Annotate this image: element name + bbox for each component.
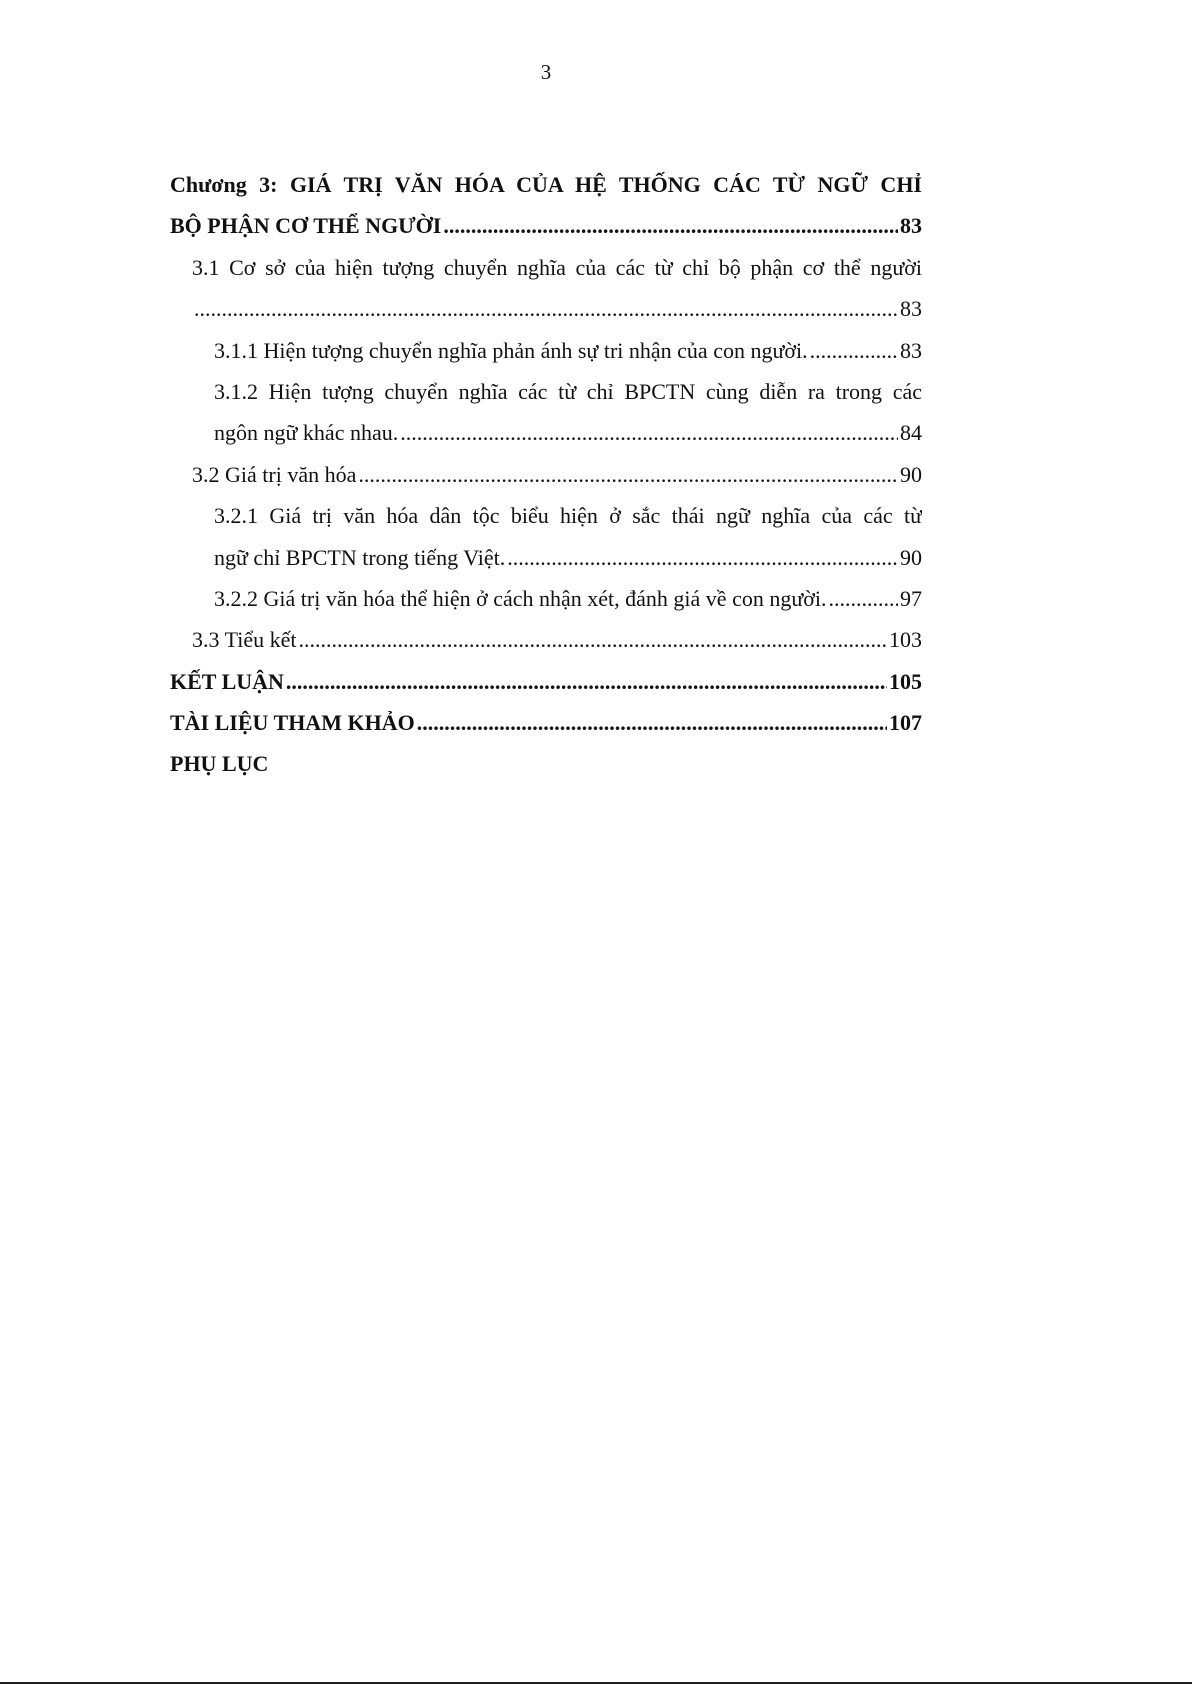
dot-leader — [194, 288, 898, 329]
dot-leader — [400, 412, 898, 453]
toc-section-3-1-2-line1[interactable] — [170, 371, 922, 412]
toc-chapter3-line1[interactable] — [170, 164, 922, 205]
toc-references[interactable] — [170, 702, 922, 743]
toc-appendix-title: PHỤ LỤC — [170, 751, 269, 777]
toc-section-3-1-2-title-part2: ngôn ngữ khác nhau. — [214, 420, 399, 446]
dot-leader — [358, 454, 898, 495]
toc-section-3-2-1-line1[interactable] — [170, 495, 922, 536]
toc-section-3-2-1-title-part2: ngữ chỉ BPCTN trong tiếng Việt. — [214, 544, 506, 570]
toc-conclusion[interactable] — [170, 661, 922, 702]
toc-references-page: 107 — [889, 710, 922, 736]
bottom-border-line — [0, 1682, 1192, 1684]
toc-section-3-2-page: 90 — [900, 461, 922, 487]
toc-section-3-1-line2[interactable] — [170, 288, 922, 329]
toc-section-3-2-2-page: 97 — [900, 585, 922, 611]
toc-conclusion-title: KẾT LUẬN — [170, 668, 284, 694]
toc-section-3-1-title: 3.1 Cơ sở của hiện tượng chuyển nghĩa của các từ chỉ bộ phận cơ thể người — [192, 254, 922, 280]
toc-section-3-2-2-title: 3.2.2 Giá trị văn hóa thể hiện ở cách nhận xét, đánh giá về con người. — [214, 585, 827, 611]
toc-section-3-2-2[interactable] — [170, 578, 922, 619]
toc-section-3-2-1-line2[interactable] — [170, 537, 922, 578]
toc-section-3-1-1[interactable] — [170, 330, 922, 371]
dot-leader — [507, 537, 898, 578]
toc-chapter3-title-part1: Chương 3: GIÁ TRỊ VĂN HÓA CỦA HỆ THỐNG CÁC TỪ NGỮ CHỈ — [170, 172, 922, 197]
toc-section-3-1-1-page: 83 — [900, 337, 922, 363]
page-number: 3 — [540, 60, 552, 84]
toc-chapter3-line2[interactable] — [170, 205, 922, 246]
toc-chapter3-page: 83 — [900, 213, 922, 239]
dot-leader — [299, 619, 887, 660]
toc-section-3-1-line1[interactable] — [170, 247, 922, 288]
toc-section-3-1-2-page: 84 — [900, 420, 922, 446]
toc-section-3-2-title: 3.2 Giá trị văn hóa — [192, 461, 357, 487]
toc-section-3-1-page: 83 — [900, 296, 922, 322]
dot-leader — [443, 205, 898, 246]
toc-section-3-1-2-title-part1: 3.1.2 Hiện tượng chuyển nghĩa các từ chỉ BPCTN cùng diễn ra trong các — [214, 378, 922, 404]
toc-section-3-3[interactable] — [170, 619, 922, 660]
dot-leader — [829, 578, 898, 619]
toc-section-3-3-page: 103 — [889, 627, 922, 653]
dot-leader — [417, 702, 887, 743]
dot-leader — [286, 661, 887, 702]
toc-section-3-3-title: 3.3 Tiểu kết — [192, 627, 297, 653]
toc-section-3-2[interactable] — [170, 454, 922, 495]
toc-section-3-2-1-title-part1: 3.2.1 Giá trị văn hóa dân tộc biểu hiện ở sắc thái ngữ nghĩa của các từ — [214, 503, 922, 529]
toc-chapter3-title-part2: BỘ PHẬN CƠ THỂ NGƯỜI — [170, 213, 442, 239]
dot-leader — [810, 330, 898, 371]
toc-appendix[interactable] — [170, 743, 922, 784]
toc-section-3-1-1-title: 3.1.1 Hiện tượng chuyển nghĩa phản ánh sự tri nhận của con người. — [214, 337, 808, 363]
toc-conclusion-page: 105 — [889, 668, 922, 694]
toc-section-3-2-1-page: 90 — [900, 544, 922, 570]
table-of-contents — [170, 164, 922, 785]
toc-section-3-1-2-line2[interactable] — [170, 412, 922, 453]
toc-references-title: TÀI LIỆU THAM KHẢO — [170, 710, 415, 736]
